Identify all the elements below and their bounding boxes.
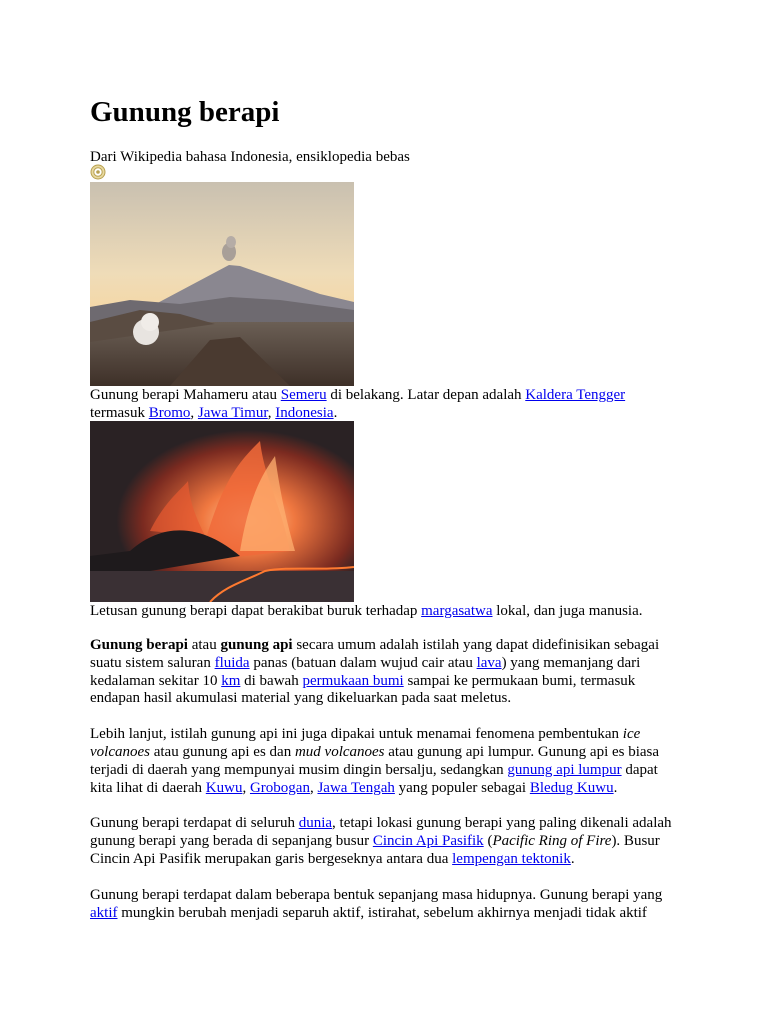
listen-speaker-icon[interactable] [90, 164, 106, 180]
link-fluida[interactable]: fluida [214, 654, 250, 671]
link-kuwu[interactable]: Kuwu [205, 779, 243, 796]
link-lempengan-tektonik[interactable]: lempengan tektonik [452, 850, 571, 867]
paragraph-2 [90, 726, 680, 797]
italic-term: ice volcanoes [90, 726, 641, 760]
link-bromo[interactable]: Bromo [148, 405, 191, 421]
italic-term: Pacific Ring of Fire [492, 833, 612, 850]
caption-text: , [267, 405, 276, 421]
link-grobogan[interactable]: Grobogan [249, 779, 310, 796]
text: Gunung berapi terdapat di seluruh [90, 815, 299, 832]
link-aktif[interactable]: aktif [90, 904, 118, 921]
eruption-photo[interactable] [90, 421, 354, 602]
caption-text: , [190, 405, 198, 421]
text: ( [483, 833, 493, 850]
text: ) yang memanjang dari kedalaman sekitar 10 [90, 654, 641, 689]
text: Lebih lanjut, istilah gunung api ini juga dipakai untuk menamai fenomena pembentukan [90, 726, 623, 743]
mahameru-photo[interactable] [90, 182, 354, 386]
text: atau gunung api es dan [149, 743, 295, 760]
link-jawa-tengah[interactable]: Jawa Tengah [317, 779, 395, 796]
paragraph-3 [90, 815, 680, 868]
article-body [90, 637, 680, 940]
link-permukaan-bumi[interactable]: permukaan bumi [302, 672, 404, 689]
link-margasatwa[interactable]: margasatwa [421, 603, 493, 619]
text: atau [187, 637, 221, 653]
caption-text: lokal, dan juga manusia. [492, 603, 643, 619]
link-indonesia[interactable]: Indonesia [275, 405, 334, 421]
bold-term: Gunung berapi [90, 637, 188, 653]
page-title: Gunung berapi [90, 96, 280, 128]
link-semeru[interactable]: Semeru [280, 387, 327, 403]
link-jawa-timur[interactable]: Jawa Timur [197, 405, 268, 421]
text: sampai ke permukaan bumi, termasuk endapan hasil akumulasi material yang dikeluarkan pada saat meletus. [90, 672, 636, 707]
page-subtitle: Dari Wikipedia bahasa Indonesia, ensiklopedia bebas [90, 149, 410, 165]
paragraph-1 [90, 637, 680, 708]
caption-text: termasuk [90, 405, 149, 421]
text: dapat kita lihat di daerah [90, 761, 658, 796]
text: mungkin berubah menjadi separuh aktif, istirahat, sebelum akhirnya menjadi tidak aktif [117, 904, 647, 921]
link-km[interactable]: km [221, 672, 241, 689]
text: Gunung berapi terdapat dalam beberapa bentuk sepanjang masa hidupnya. Gunung berapi yang [90, 886, 663, 903]
link-gunung-api-lumpur[interactable]: gunung api lumpur [507, 761, 622, 778]
text: , tetapi lokasi gunung berapi yang paling dikenali adalah gunung berapi yang berada di sepanjang busur [90, 815, 672, 850]
caption-text: Letusan gunung berapi dapat berakibat buruk terhadap [90, 603, 422, 619]
text: , [309, 779, 318, 796]
text: , [242, 779, 250, 796]
link-lava[interactable]: lava [476, 654, 502, 671]
link-cincin-api-pasifik[interactable]: Cincin Api Pasifik [372, 833, 484, 850]
link-bledug-kuwu[interactable]: Bledug Kuwu [529, 779, 614, 796]
italic-term: mud volcanoes [294, 743, 385, 760]
text: atau gunung api lumpur. Gunung api es biasa terjadi di daerah yang mempunyai musim dingin bersalju, sedangkan [90, 743, 660, 778]
text: di bawah [240, 672, 303, 689]
link-kaldera-tengger[interactable]: Kaldera Tengger [525, 387, 626, 403]
paragraph-4 [90, 887, 680, 923]
figure-caption-2 [90, 602, 680, 620]
text: panas (batuan dalam wujud cair atau [249, 654, 477, 671]
bold-term: gunung api [220, 637, 293, 653]
figure-caption-1 [90, 386, 680, 422]
caption-text: . [333, 405, 338, 421]
caption-text: di belakang. Latar depan adalah [326, 387, 526, 403]
text: ). Busur Cincin Api Pasifik merupakan garis bergeseknya antara dua [90, 833, 660, 867]
text: yang populer sebagai [394, 779, 530, 796]
link-dunia[interactable]: dunia [298, 815, 333, 832]
text: secara umum adalah istilah yang dapat didefinisikan sebagai suatu sistem saluran [90, 637, 660, 671]
text: . [613, 779, 618, 796]
caption-text: Gunung berapi Mahameru atau [90, 387, 281, 403]
text: . [570, 850, 575, 867]
